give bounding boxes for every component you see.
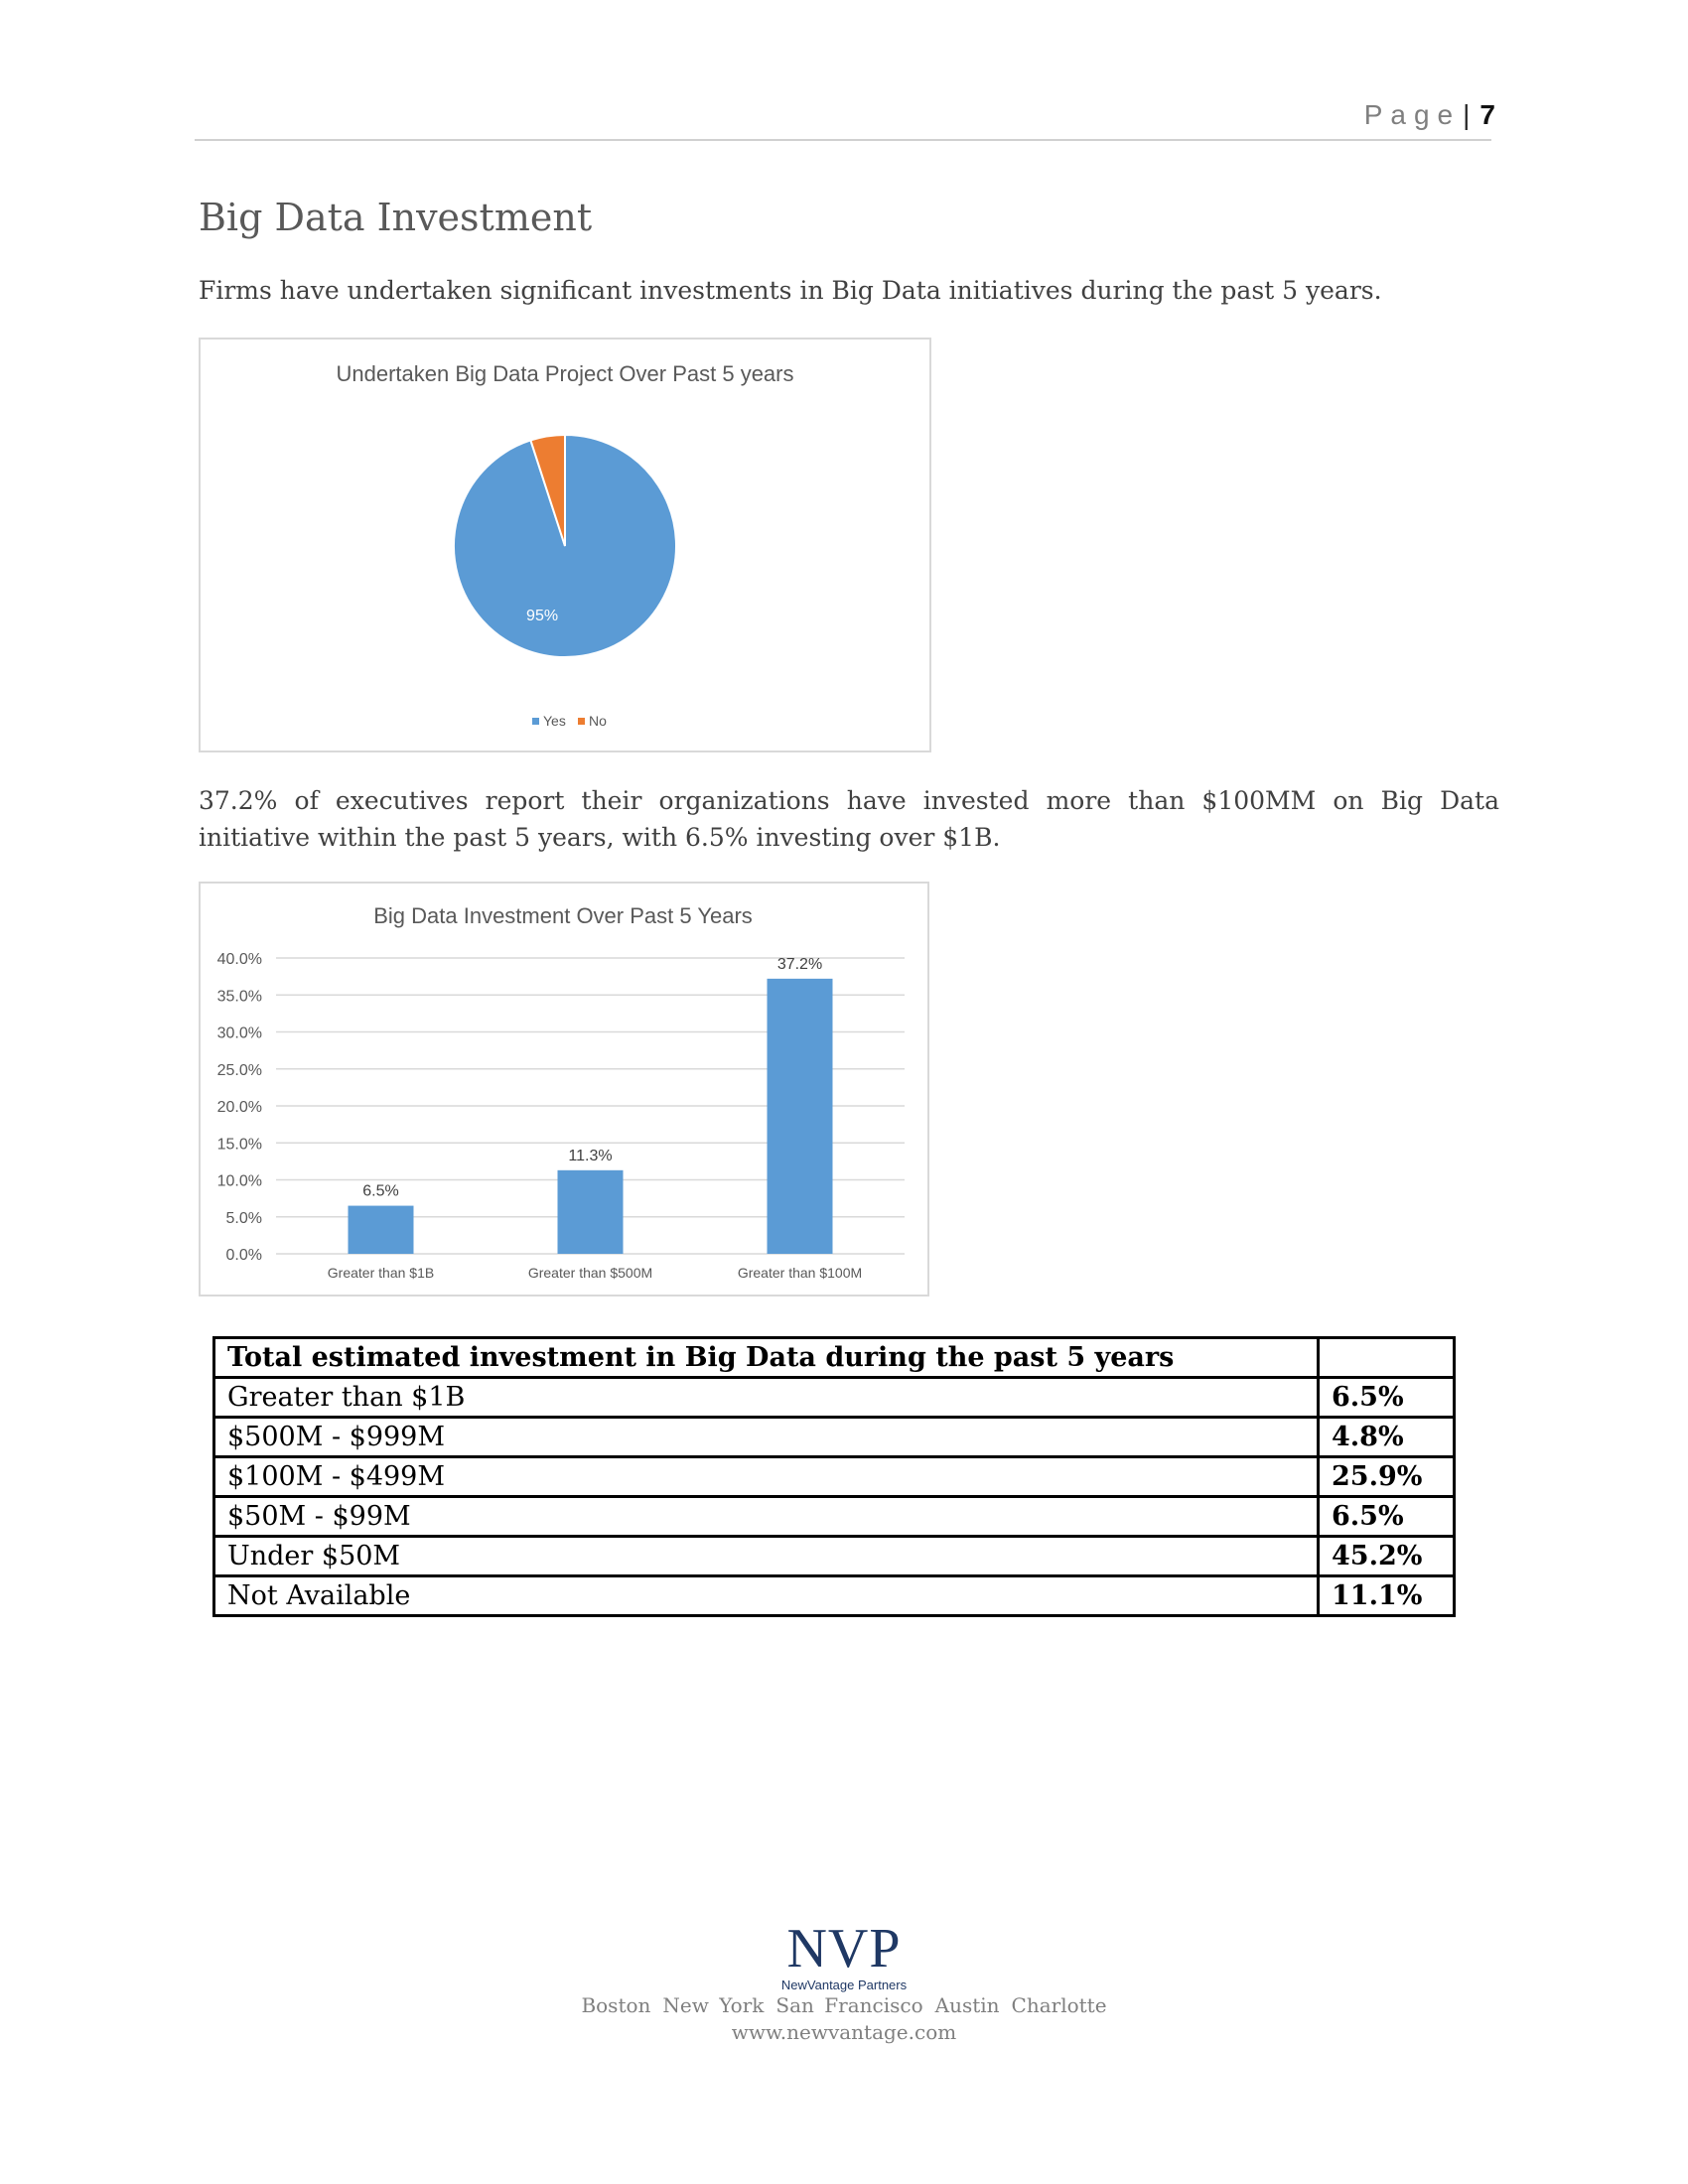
table-header-cell: Total estimated investment in Big Data during the past 5 years — [214, 1338, 1319, 1378]
pie-chart-title: Undertaken Big Data Project Over Past 5 years — [336, 361, 794, 386]
city-charlotte: Charlotte — [1011, 1993, 1107, 2017]
table-row — [214, 1418, 1455, 1457]
row-label: Under $50M — [214, 1537, 1319, 1576]
x-tick-label: Greater than $1B — [327, 1265, 435, 1281]
investment-paragraph: 37.2% of executives report their organizations have invested more than $100MM on Big Data initiative within the past 5 years, with 6.5% investing over $1B. — [199, 786, 1499, 852]
row-value: 25.9% — [1319, 1457, 1455, 1497]
row-value: 6.5% — [1319, 1497, 1455, 1537]
company-name: NewVantage Partners — [780, 1978, 908, 1992]
office-cities — [0, 1993, 1688, 2017]
y-tick-label: 40.0% — [216, 951, 262, 968]
table-row — [214, 1497, 1455, 1537]
table-row — [214, 1457, 1455, 1497]
table-header-empty-cell — [1319, 1338, 1455, 1378]
x-tick-label: Greater than $100M — [737, 1265, 863, 1281]
row-label: Greater than $1B — [214, 1378, 1319, 1418]
bar-chart-title: Big Data Investment Over Past 5 Years — [373, 903, 753, 928]
bar-chart-canvas — [201, 884, 927, 1295]
website-link[interactable]: www.newvantage.com — [731, 2020, 957, 2044]
row-label: $50M - $99M — [214, 1497, 1319, 1537]
row-value: 11.1% — [1319, 1576, 1455, 1616]
legend-label-no: No — [589, 713, 607, 729]
row-value: 4.8% — [1319, 1418, 1455, 1457]
y-tick-label: 15.0% — [216, 1136, 262, 1154]
pie-chart — [199, 338, 931, 752]
bar-data-label: 6.5% — [362, 1182, 399, 1200]
page-title: Big Data Investment — [199, 196, 593, 239]
legend-swatch-yes — [532, 718, 539, 725]
row-value: 45.2% — [1319, 1537, 1455, 1576]
bar-1 — [349, 1206, 414, 1254]
row-label: $100M - $499M — [214, 1457, 1319, 1497]
header-divider — [195, 139, 1491, 141]
bar-2 — [558, 1170, 624, 1254]
nvp-logo: NVP — [786, 1918, 902, 1979]
table-row — [214, 1537, 1455, 1576]
city-austin: Austin — [934, 1993, 1000, 2017]
page-number: 7 — [1479, 99, 1495, 130]
y-tick-label: 25.0% — [216, 1061, 262, 1079]
pie-chart-canvas — [201, 340, 929, 751]
table-header-row — [214, 1338, 1455, 1378]
bar-3 — [768, 979, 833, 1254]
bar-data-label: 11.3% — [568, 1147, 613, 1164]
y-tick-label: 0.0% — [225, 1247, 262, 1264]
y-tick-label: 5.0% — [225, 1209, 262, 1227]
y-tick-label: 20.0% — [216, 1099, 262, 1116]
y-tick-label: 30.0% — [216, 1024, 262, 1042]
legend-swatch-no — [578, 718, 585, 725]
legend-label-yes: Yes — [543, 713, 566, 729]
city-boston: Boston — [581, 1993, 651, 2017]
row-label: Not Available — [214, 1576, 1319, 1616]
city-san-francisco: San Francisco — [775, 1993, 923, 2017]
bar-chart — [199, 882, 929, 1297]
table-row — [214, 1378, 1455, 1418]
y-tick-label: 10.0% — [216, 1172, 262, 1190]
table-row — [214, 1576, 1455, 1616]
pie-data-label: 95% — [526, 608, 559, 625]
y-tick-label: 35.0% — [216, 988, 262, 1006]
x-tick-label: Greater than $500M — [527, 1265, 653, 1281]
row-label: $500M - $999M — [214, 1418, 1319, 1457]
page-word: Page — [1363, 99, 1462, 130]
page-number-label: Page| 7 — [1363, 99, 1495, 130]
bar-data-label: 37.2% — [776, 955, 823, 973]
intro-paragraph: Firms have undertaken significant investments in Big Data initiatives during the past 5 years. — [199, 276, 1382, 305]
row-value: 6.5% — [1319, 1378, 1455, 1418]
investment-table — [212, 1336, 1456, 1617]
city-new-york: New York — [662, 1993, 765, 2017]
